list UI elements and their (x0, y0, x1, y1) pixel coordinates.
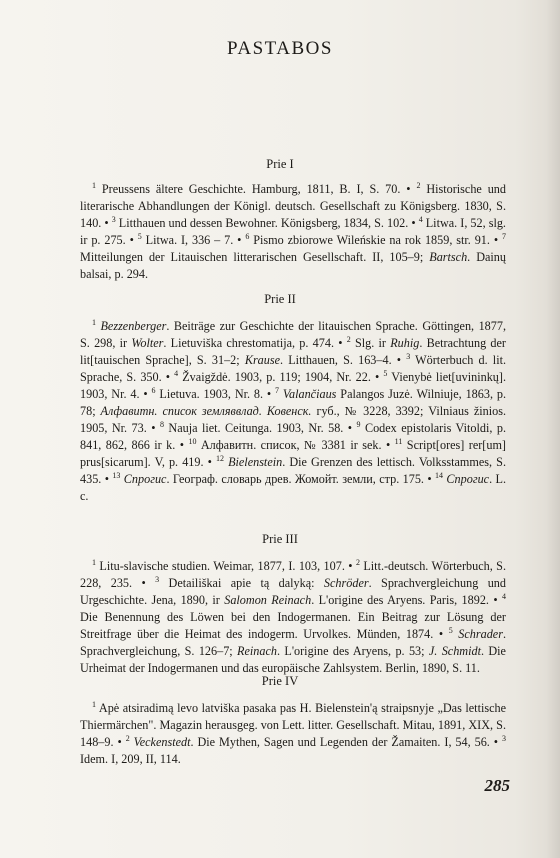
page-title: PASTABOS (227, 38, 333, 59)
section-heading-prie-iii: Prie III (262, 532, 298, 546)
section-heading-prie-i: Prie I (266, 157, 294, 171)
notes-prie-i: $^1$ Preussens ältere Geschichte. Hamburg, 1811, B. I, S. 70. • $^2$ Historische und literarische Abhandlungen der Königl. deutsch. Gesellschaft zu Königsberg. 1830, S. 140. • $^3$ Litthauen und dessen Bewohner. Königsberg, 1834, S. 102. • $^4$ Litwa. I, 52, slg. ir p. 275. • $^5$ Litwa. I, 336 – 7. • $^6$ Pismo zbiorowe Wileńskie na rok 1859, str. 91. • $^7$ Mitteilungen der Litauischen litterarischen Gesellschaft. II, 105–9; Bartsch. Dainų balsai, p. 294. (80, 180, 506, 281)
page-number: 285 (484, 776, 510, 795)
section-heading-prie-iv: Prie IV (261, 674, 299, 688)
notes-prie-ii: $^1$ Bezzenberger. Beiträge zur Geschichte der litauischen Sprache. Göttingen, 1877, S. 298, ir Wolter. Lietuviška chrestomatija, p. 474. • $^2$ Slg. ir Ruhig. Betrachtung der lit[tauischen Sprache], S. 31–2; Krause. Litthauen, S. 163–4. • $^3$ Wörterbuch d. lit. Sprache, S. 350. • $^4$ Žvaigždė. 1903, p. 119; 1904, Nr. 22. • $^5$ Vienybė liet[uvininkų]. 1903, Nr. 4. • $^6$ Lietuva. 1903, Nr. 8. • $^7$ Valančiaus Palangos Juzė. Wilniuje, 1863, p. 78; Алфавитн. список земляввлад. Ковенск. губ., № 3228, 3392; Vilniaus žinios. 1905, Nr. 73. • $^8$ Nauja liet. Ceitunga. 1903, Nr. 58. • $^9$ Codex epistolaris Vitoldi, p. 841, 862, 866 ir k. • $^{10}$ Алфавитн. список, № 3381 ir sek. • $^{11}$ Script[ores] rer[um] prus[sicarum]. V, p. 419. • $^{12}$ Bielenstein. Die Grenzen des lettisch. Volksstammes, S. 435. • $^{13}$ Спрогис. Географ. словарь древ. Жомойт. земли, стр. 175. • $^{14}$ Спрогис. L. c. (80, 317, 507, 503)
section-heading-prie-ii: Prie II (264, 292, 296, 306)
notes-prie-iv: $^1$ Apė atsiradimą levo latviška pasaka pas H. Bielenstein'ą straipsnyje „Das lettische Thiermärchen". Magazin herausgeg. von Lett. litter. Gesellschaft. Mitau, 1891, XIX, S. 148–9. • $^2$ Veckenstedt. Die Mythen, Sagen und Legenden der Žamaiten. I, 54, 56. • $^3$ Idem. I, 209, II, 114. (80, 699, 507, 766)
notes-prie-iii: $^1$ Litu-slavische studien. Weimar, 1877, I. 103, 107. • $^2$ Litt.-deutsch. Wörterbuch, S. 228, 235. • $^3$ Detailiškai apie tą dalyką: Schröder. Sprachvergleichung und Urgeschichte. Jena, 1890, ir Salomon Reinach. L'origine des Aryens. Paris, 1892. • $^4$ Die Benennung des Löwen bei den Indogermanen. Ein Beitrag zur Lösung der Streitfrage über die Heimat des indogerm. Urvolkes. Münden, 1874. • $^5$ Schrader. Sprachvergleichung, S. 126–7; Reinach. L'origine des Aryens, p. 53; J. Schmidt. Die Urheimat der Indogermanen und das europäische Zahlsystem. Berlin, 1890, S. 11. (80, 557, 507, 675)
